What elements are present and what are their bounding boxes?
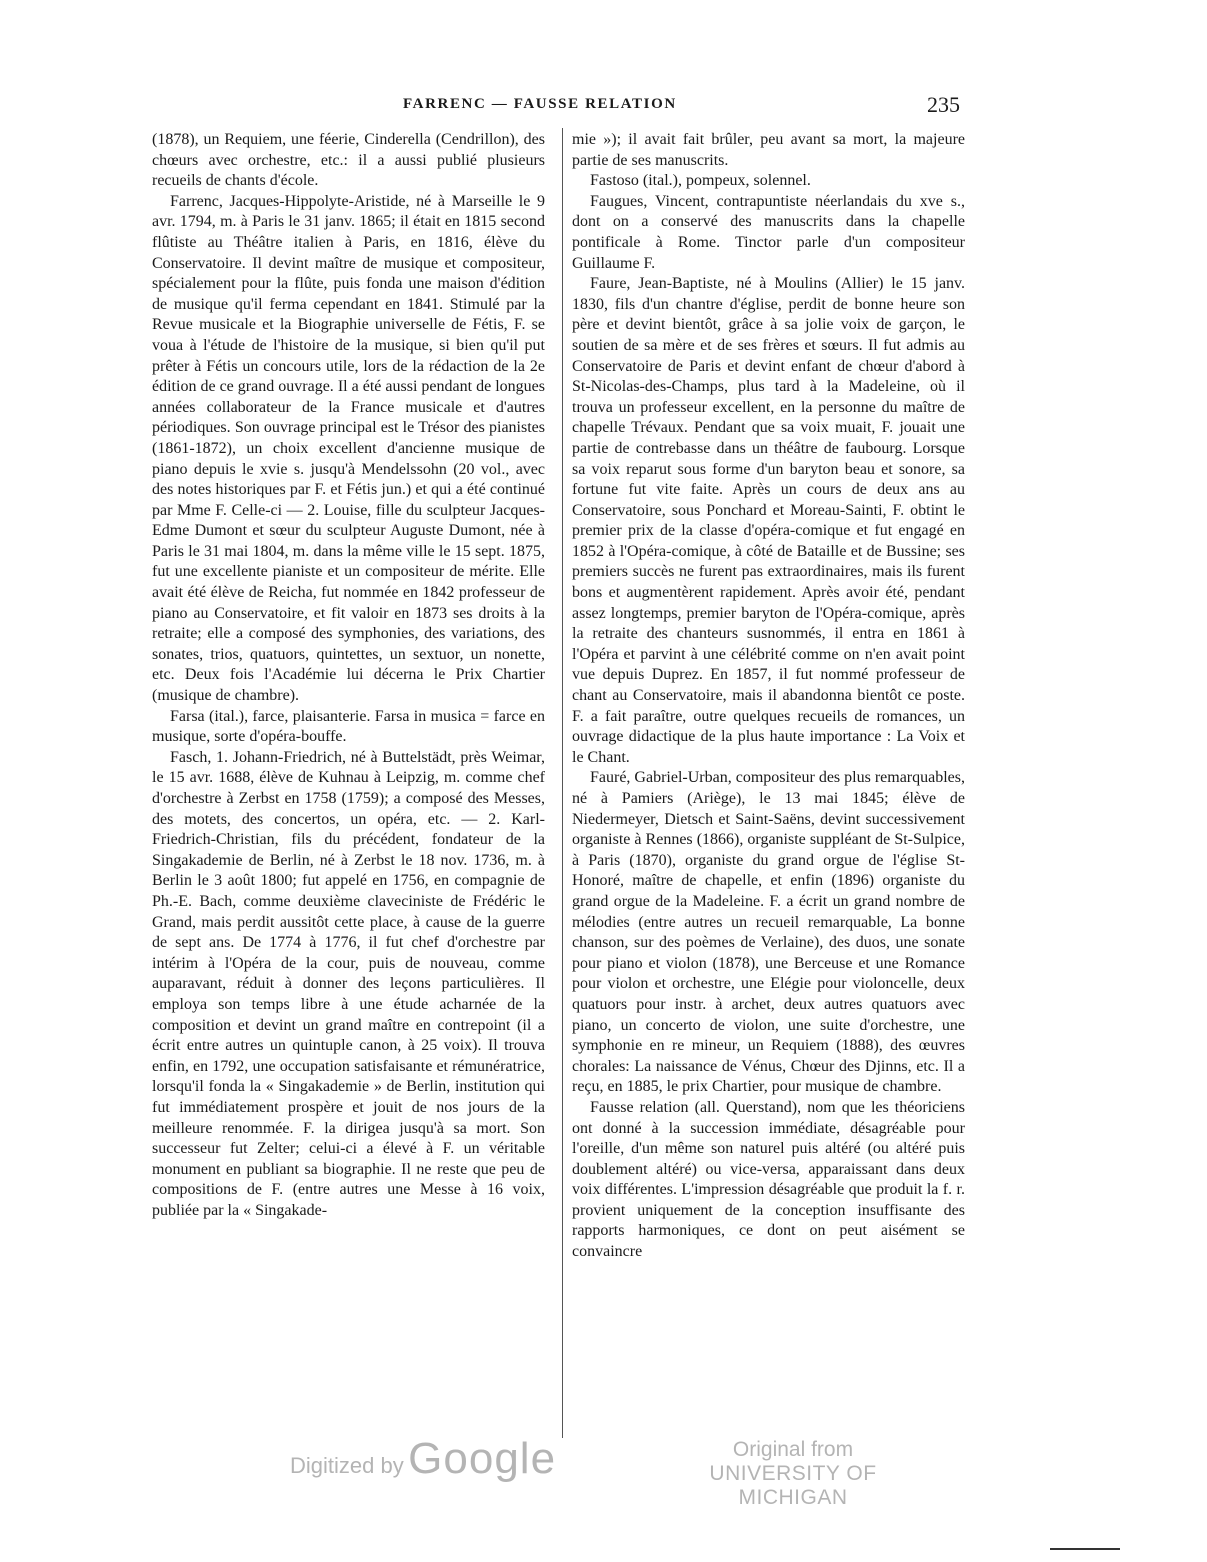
entry-fausse-relation: Fausse relation (all. Querstand), nom que les théoriciens ont donné à la succession immédiate, désagréable pour l'oreille, d'un même son naturel puis altéré (ou altéré puis doublement altéré) ou vice-versa, apparaissant dans deux voix différentes. L'impression désagréable que produit la f. r. provient uniquement de la conception insuffisante des rapports harmoniques, ce dont on peut aisément se convaincre [572, 1098, 965, 1261]
paragraph-fasch-continuation: mie »); il avait fait brûler, peu avant sa mort, la majeure partie de ses manuscrits. [572, 131, 965, 169]
entry-farrenc: Farrenc, Jacques-Hippolyte-Aristide, né à Marseille le 9 avr. 1794, m. à Paris le 31 janv. 1865; il était en 1815 second flûtiste au Théâtre italien à Paris, en 1816, élève du Conservatoire. Il devint maître de musique et compositeur, spécialement pour la flûte, puis fonda une maison d'édition de musique qu'il ferma cependant en 1841. Stimulé par la Revue musicale et la Biographie universelle de Fétis, F. se voua à l'étude de l'histoire de la musique, si bien qu'il put prêter à Fétis un concours utile, lors de la rédaction de la 2e édition de ce grand ouvrage. Il a été aussi pendant de longues années collaborateur de la France musicale et d'autres périodiques. Son ouvrage principal est le Trésor des pianistes (1861-1872), un choix excellent d'ancienne musique de piano depuis le xvie s. jusqu'à Mendelssohn (20 vol., avec des notes historiques par F. et Fétis jun.) et qui a été continué par Mme F. Celle-ci — 2. Louise, fille du sculpteur Jacques-Edme Dumont et sœur du sculpteur Auguste Dumont, née à Paris le 31 mai 1804, m. dans la même ville le 15 sept. 1875, fut une excellente pianiste et un compositeur de mérite. Elle avait été élève de Reicha, fut nommée en 1842 professeur de piano au Conservatoire, et fit valoir en 1873 ses droits à la retraite; elle a composé des symphonies, des variations, des sonates, trios, quatuors, quintettes, un sextuor, un nonette, etc. Deux fois l'Académie lui décerna le Prix Chartier (musique de chambre). [152, 192, 545, 705]
google-logo: Google [408, 1434, 557, 1483]
entry-farsa: Farsa (ital.), farce, plaisanterie. Farsa in musica = farce en musique, sorte d'opéra-bouffe. [152, 707, 545, 746]
left-column [152, 130, 545, 1221]
entry-fastoso: Fastoso (ital.), pompeux, solennel. [590, 172, 811, 190]
entry-fasch: Fasch, 1. Johann-Friedrich, né à Buttelstädt, près Weimar, le 15 avr. 1688, élève de Kuhnau à Leipzig, m. comme chef d'orchestre à Zerbst en 1758 (1759); a composé des Messes, des motets, des concertos, un opéra, etc. — 2. Karl-Friedrich-Christian, fils du précédent, fondateur de la Singakademie de Berlin, né à Zerbst le 18 nov. 1736, m. à Berlin le 3 août 1800; fut appelé en 1756, en compagnie de Ph.-E. Bach, comme deuxième claveciniste de Frédéric le Grand, mais perdit aussitôt cette place, à cause de la guerre de sept ans. De 1774 à 1776, il fut chef d'orchestre par intérim à l'Opéra de la cour, puis de nouveau, comme auparavant, réduit à donner des leçons particulières. Il employa son temps libre à une étude acharnée de la composition et devint un grand maître en contrepoint (il a écrit entre autres un quintuple canon, à 25 voix). Il trouva enfin, en 1792, une occupation satisfaisante et rémunératrice, lorsqu'il fonda la « Singakademie » de Berlin, institution qui fut immédiatement prospère et jouit de nos jours de la meilleure renommée. F. la dirigea jusqu'à sa mort. Son successeur fut Zelter; celui-ci a élevé à F. un véritable monument en publiant sa biographie. Il ne reste que peu de compositions de F. (entre autres une Messe à 16 voix, publiée par la « Singakade- [152, 748, 545, 1219]
digitized-by-label: Digitized by [290, 1453, 404, 1478]
entry-faure-gabriel: Fauré, Gabriel-Urban, compositeur des plus remarquables, né à Pamiers (Ariège), le 13 mai 1845; élève de Niedermeyer, Dietsch et Saint-Saëns, devint successivement organiste à Rennes (1866), organiste suppléant de St-Sulpice, à Paris (1870), organiste du grand orgue de l'église St-Honoré, maître de chapelle, et enfin (1896) organiste du grand orgue de la Madeleine. F. a écrit un grand nombre de mélodies (entre autres un recueil remarquable, La bonne chanson, sur des poèmes de Verlaine), des duos, une sonate pour piano et violon (1878), une Berceuse et une Romance pour violon et orchestre, une Elégie pour violoncelle, deux quatuors pour instr. à archet, deux autres quatuors avec piano, un concerto de violon, une suite d'orchestre, une symphonie en re mineur, un Requiem (1888), des œuvres chorales: La naissance de Vénus, Chœur des Djinns, etc. Il a reçu, en 1885, le prix Chartier, pour musique de chambre. [572, 769, 965, 1096]
scan-corner-mark [1050, 1548, 1120, 1550]
origin-institution: UNIVERSITY OF MICHIGAN [709, 1462, 877, 1509]
right-column [572, 130, 965, 1263]
origin-label: Original from [732, 1438, 854, 1461]
origin-watermark [668, 1438, 918, 1510]
paragraph-cinderella-continuation: (1878), un Requiem, une féerie, Cinderella (Cendrillon), des chœurs avec orchestre, etc.: il a aussi publié plusieurs recueils de chants d'école. [152, 131, 545, 190]
page-header [150, 92, 970, 122]
column-divider [562, 128, 563, 1438]
entry-faure: Faure, Jean-Baptiste, né à Moulins (Allier) le 15 janv. 1830, fils d'un chantre d'église, perdit de bonne heure son père et devint bientôt, grâce à sa jolie voix de garçon, le soutien de sa mère et de ses frères et sœurs. Il fut admis au Conservatoire de Paris et devint enfant de chœur d'abord à St-Nicolas-des-Champs, plus tard à la Madeleine, où il trouva un professeur excellent, en la personne du maître de chapelle Trévaux. Pendant que sa voix muait, F. jouait une partie de contrebasse dans un théâtre de faubourg. Lorsque sa voix reparut sous forme d'un baryton beau et sonore, sa fortune fut vite faite. Après un cours de deux ans au Conservatoire, sous Ponchard et Moreau-Sainti, F. obtint le premier prix de la classe d'opéra-comique et fut engagé en 1852 à l'Opéra-comique, à côté de Bataille et de Bussine; ses premiers succès ne furent pas extraordinaires, mais ils furent bons et augmentèrent rapidement. Après avoir été, pendant assez longtemps, premier baryton de l'Opéra-comique, après la retraite des chanteurs susnommés, il entra en 1861 à l'Opéra et parvint à une célébrité comme on n'en avait point vue depuis Duprez. En 1857, il fut nommé professeur de chant au Conservatoire, mais il abandonna bientôt ce poste. F. a fait paraître, outre quelques recueils de romances, un ouvrage didactique de la plus haute importance : La Voix et le Chant. [572, 275, 965, 766]
entry-faugues: Faugues, Vincent, contrapuntiste néerlandais du xve s., dont on a conservé des manuscrits dans la chapelle pontificale à Rome. Tinctor parle d'un compositeur Guillaume F. [572, 192, 965, 272]
running-title: FARRENC — FAUSSE RELATION [403, 96, 677, 112]
digitized-by-google-watermark [290, 1434, 556, 1484]
page-number: 235 [927, 92, 960, 117]
